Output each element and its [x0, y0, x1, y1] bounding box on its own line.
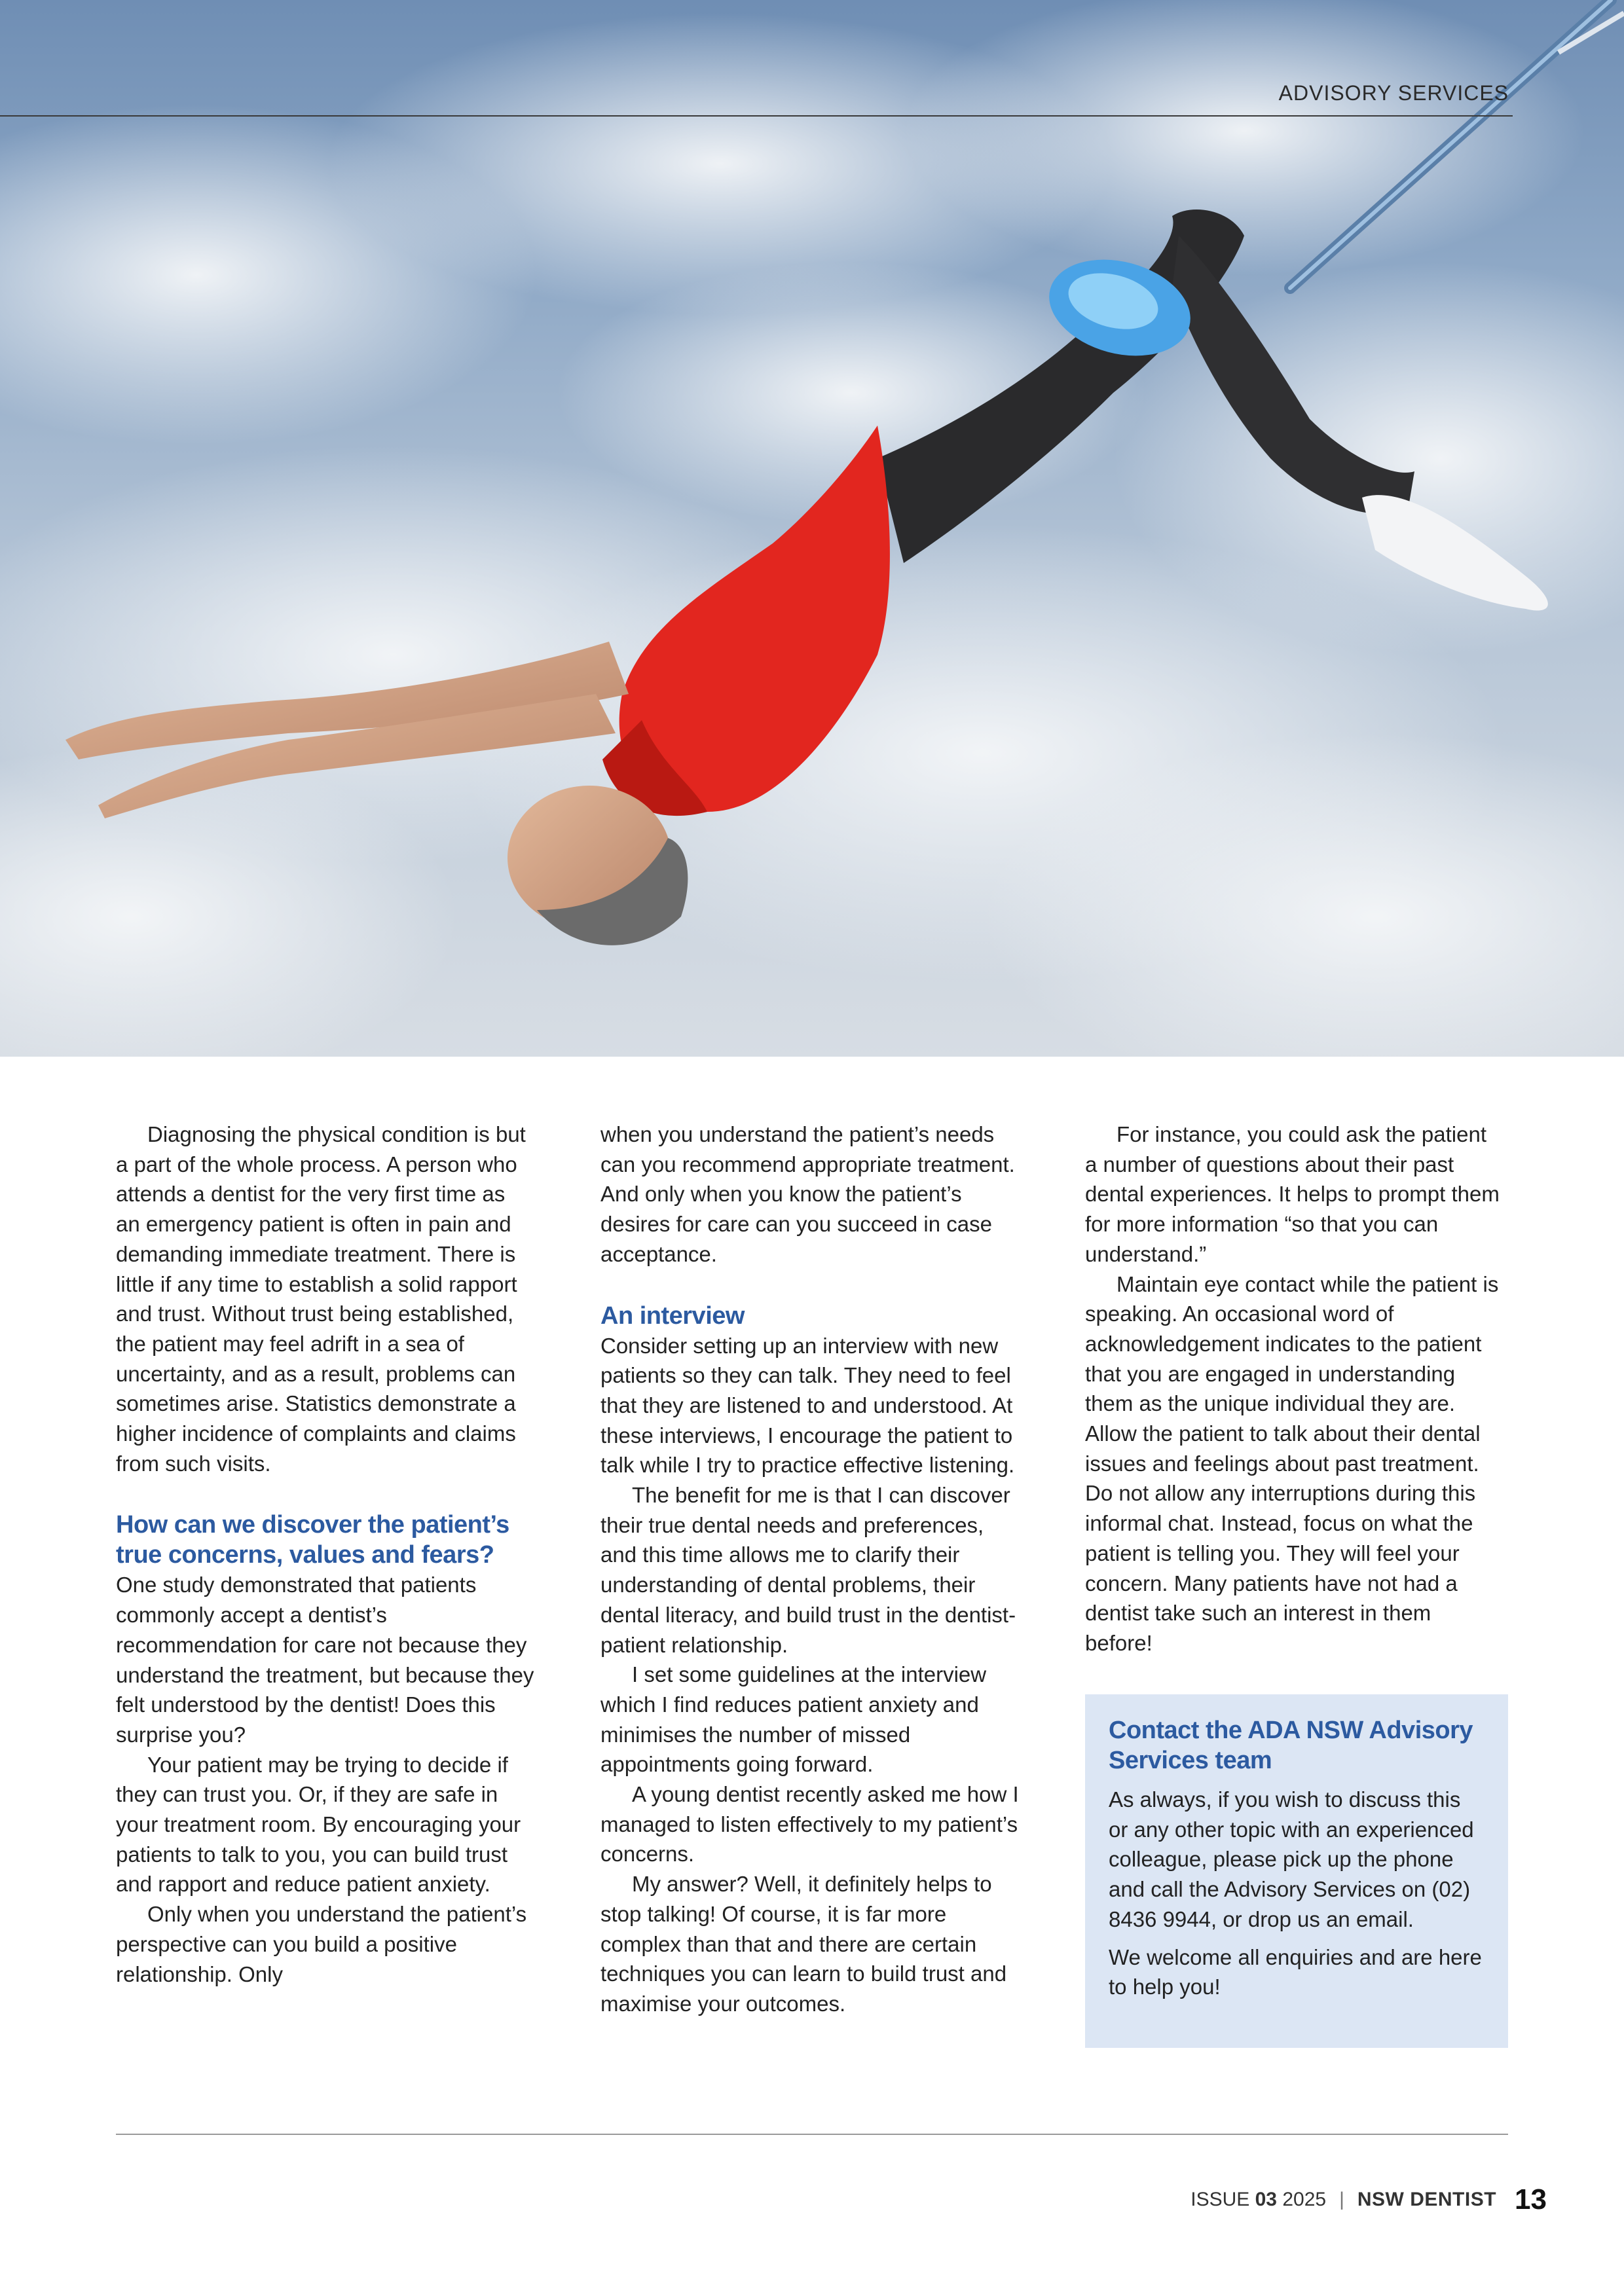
issue-label: ISSUE [1190, 2189, 1250, 2210]
hero-image [0, 0, 1624, 1057]
paragraph: The benefit for me is that I can discover their true dental needs and preferences, and this time allows me to clarify their understanding of dental problems, their dental literacy, and build trust in the dentist-patient relationship. [600, 1483, 1016, 1657]
subheading: An interview [600, 1302, 745, 1330]
section-label: ADVISORY SERVICES [1278, 81, 1509, 105]
issue-year: 2025 [1282, 2189, 1327, 2210]
paragraph: For instance, you could ask the patient a number of questions about their past dental experiences. It helps to prompt them for more information “so that you can understand.” [1085, 1122, 1500, 1266]
paragraph: A young dentist recently asked me how I managed to listen effectively to my patient’s concerns. [600, 1782, 1019, 1867]
contact-box-title: Contact the ADA NSW Advisory Services team [1109, 1717, 1473, 1774]
paragraph: Maintain eye contact while the patient is speaking. An occasional word of acknowledgement indicates to the patient that you are engaged in understanding them as the unique individual they are. Allow the patient to talk about their dental issues and feelings about past treatment. Do not allow any interruptions during this informal chat. Instead, focus on what the patient is telling you. They will feel your concern. Many patients have not had a dentist take such an interest in them before! [1085, 1271, 1499, 1655]
page-footer [1190, 2183, 1547, 2216]
paragraph: Only when you understand the patient’s perspective can you build a positive relationship. Only [116, 1902, 527, 1986]
article-column-2 [600, 1120, 1020, 2019]
page-number: 13 [1515, 2183, 1547, 2215]
paragraph: My answer? Well, it definitely helps to stop talking! Of course, it is far more complex than that and there are certain techniques you can learn to build trust and maximise your outcomes. [600, 1872, 1007, 2016]
paragraph: Your patient may be trying to decide if they can trust you. Or, if they are safe in your treatment room. By encouraging your patients to talk to you, you can build trust and rapport and reduce patient anxiety. [116, 1752, 521, 1897]
issue-info [1190, 2189, 1326, 2211]
trapeze-artist-illustration [0, 0, 1624, 1057]
article-column-1 [116, 1120, 535, 1989]
magazine-name: NSW DENTIST [1357, 2189, 1497, 2210]
paragraph: Consider setting up an interview with new patients so they can talk. They need to feel that they are listened to and understood. At these interviews, I encourage the patient to talk while I try to practice effective listening. [600, 1333, 1015, 1478]
contact-box [1085, 1694, 1508, 2048]
contact-box-text: We welcome all enquiries and are here to help you! [1109, 1944, 1482, 1999]
header-rule [0, 115, 1513, 117]
paragraph: Diagnosing the physical condition is but a part of the whole process. A person who attends a dentist for the very first time as an emergency patient is often in pain and demanding immediate treatment. There is little if any time to establish a solid rapport and trust. Without trust being established, the patient may feel adrift in a sea of uncertainty, and as a result, problems can sometimes arise. Statistics demonstrate a higher incidence of complaints and claims from such visits. [116, 1122, 526, 1476]
contact-box-text: As always, if you wish to discuss this or any other topic with an experienced colleague, please pick up the phone and call the Advisory Services on (02) 8436 9944, or drop us an email. [1109, 1787, 1474, 1931]
paragraph: when you understand the patient’s needs can you recommend appropriate treatment. And only when you know the patient’s desires for care can you succeed in case acceptance. [600, 1122, 1015, 1266]
footer-rule [116, 2134, 1508, 2135]
paragraph: One study demonstrated that patients commonly accept a dentist’s recommendation for care not because they understand the treatment, but because they felt understood by the dentist! Does this surprise you? [116, 1573, 534, 1747]
subheading: How can we discover the patient’s true concerns, values and fears? [116, 1511, 509, 1569]
footer-separator: | [1339, 2189, 1344, 2210]
paragraph: I set some guidelines at the interview which I find reduces patient anxiety and minimises the number of missed appointments going forward. [600, 1662, 987, 1777]
issue-number: 03 [1255, 2189, 1277, 2210]
article-column-3 [1085, 1120, 1504, 1658]
